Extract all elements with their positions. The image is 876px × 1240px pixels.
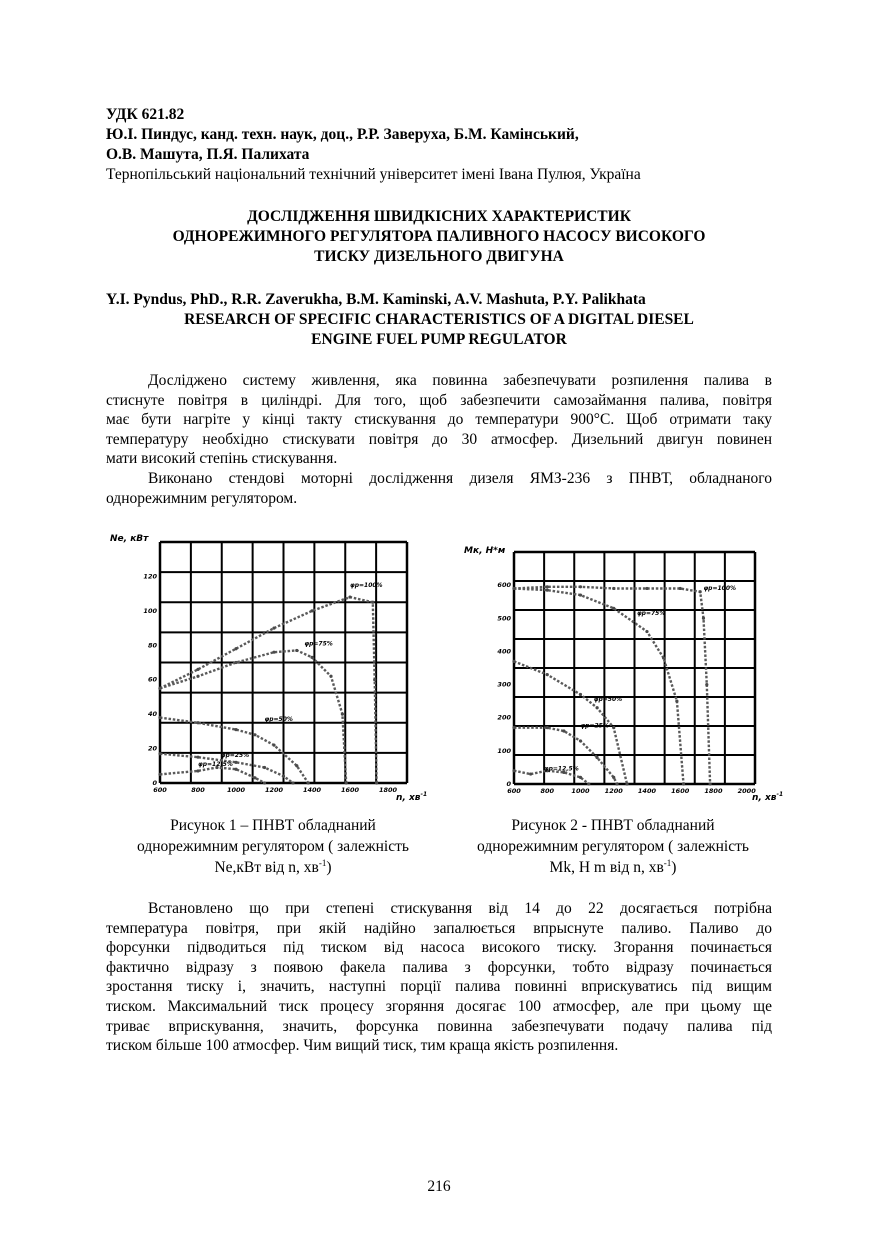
series-point xyxy=(587,782,590,785)
series-point xyxy=(234,647,237,650)
series-point xyxy=(709,782,712,785)
series-label: φр=75% xyxy=(636,609,666,617)
body-line: триває вприскування, значить, форсунка повинна забезпечувати подачу палива під xyxy=(106,1017,772,1035)
y-tick-label: 80 xyxy=(147,641,157,650)
figure-1-ylabel: Ne, кВт xyxy=(110,534,149,544)
series-point xyxy=(529,772,532,775)
series-point xyxy=(546,726,549,729)
abstract-line: Виконано стендові моторні дослідження дизеля ЯМЗ-236 з ПНВТ, обладнаного xyxy=(148,469,772,487)
y-tick-label: 600 xyxy=(497,581,511,590)
series-point xyxy=(329,675,332,678)
figure-1-caption-end: ) xyxy=(326,859,332,876)
y-tick-label: 0 xyxy=(152,779,157,787)
abstract-line: температуру необхідно стискувати повітря до 30 атмосфер. Дизельний двигун повинен xyxy=(106,430,772,448)
x-tick-label: 1400 xyxy=(637,787,657,795)
series-point xyxy=(272,651,275,654)
series-point xyxy=(295,764,298,767)
series-point xyxy=(579,776,582,779)
figure-1-xlabel-text: n, хв xyxy=(396,793,421,803)
series-label: φр=50% xyxy=(593,696,623,704)
series-point xyxy=(196,721,199,724)
series-point xyxy=(196,668,199,671)
series-point xyxy=(679,587,682,590)
series-point xyxy=(234,761,237,764)
series-point xyxy=(579,593,582,596)
series-point xyxy=(579,693,582,696)
series-point xyxy=(196,769,199,772)
x-tick-label: 2000 xyxy=(737,787,756,795)
series-point xyxy=(662,656,665,659)
y-tick-label: 100 xyxy=(497,746,511,755)
figure-1-xlabel-sup: -1 xyxy=(420,791,428,798)
abstract-line: стиснуте повітря в циліндрі. Для того, щоб забезпечити самозаймання палива, повітря xyxy=(106,391,772,409)
series-point xyxy=(158,752,161,755)
figure-2-caption-line-3 xyxy=(440,857,786,878)
series-point xyxy=(675,700,678,703)
series-point xyxy=(682,782,685,785)
series-point xyxy=(579,585,582,588)
figure-1-xlabel xyxy=(396,791,427,803)
series-point xyxy=(625,782,628,785)
series-point xyxy=(196,675,199,678)
y-tick-label: 40 xyxy=(147,710,157,719)
series-point xyxy=(307,781,310,784)
series-point xyxy=(512,660,515,663)
series-point xyxy=(702,617,705,620)
series-point xyxy=(295,649,298,652)
series-point xyxy=(158,716,161,719)
authors-line-1: Ю.І. Пиндус, канд. техн. наук, доц., Р.Р. Заверуха, Б.М. Камінський, xyxy=(106,126,579,143)
title-uk-line-2: ОДНОРЕЖИМНОГО РЕГУЛЯТОРА ПАЛИВНОГО НАСОСУ ВИСОКОГО xyxy=(172,228,706,245)
series-point xyxy=(282,775,285,778)
x-tick-label: 600 xyxy=(153,786,167,794)
x-tick-label: 600 xyxy=(507,787,521,795)
figure-2-xlabel-sup: -1 xyxy=(776,791,784,798)
series-point xyxy=(375,781,378,784)
abstract xyxy=(106,371,772,508)
series-point xyxy=(371,601,374,604)
series-point xyxy=(253,733,256,736)
series-point xyxy=(310,609,313,612)
udk-code: УДК 621.82 xyxy=(106,106,185,123)
figure-1-caption-sup: -1 xyxy=(318,857,327,868)
x-tick-label: 1600 xyxy=(340,786,360,794)
abstract-line: Досліджено систему живлення, яка повинна забезпечувати розпилення палива в xyxy=(148,372,772,389)
figure-1-chart xyxy=(108,528,438,808)
figure-2-caption-line-2: однорежимним регулятором ( залежність xyxy=(477,838,749,855)
y-tick-label: 500 xyxy=(497,614,511,623)
series-point xyxy=(253,776,256,779)
x-tick-label: 1600 xyxy=(671,787,690,795)
title-en-line-2: ENGINE FUEL PUMP REGULATOR xyxy=(311,331,567,348)
authors-line-2: О.В. Машута, П.Я. Палихата xyxy=(106,146,310,163)
body-paragraph xyxy=(106,899,772,1056)
series-point xyxy=(291,781,294,784)
series-point xyxy=(546,585,549,588)
series-point xyxy=(345,781,348,784)
body-line: зростання тиску і, значить, наступні порції палива повинні вприскуватись під вищим xyxy=(106,978,772,996)
series-point xyxy=(612,726,615,729)
series-point xyxy=(272,744,275,747)
series-point xyxy=(234,768,237,771)
figure-1-caption-line-3 xyxy=(100,857,446,878)
series-point xyxy=(158,773,161,776)
figure-2-caption-end: ) xyxy=(671,859,677,876)
figure-2-xlabel-text: n, хв xyxy=(752,793,777,803)
series-label: φр=100% xyxy=(350,581,383,589)
series-point xyxy=(310,656,313,659)
series-point xyxy=(699,590,702,593)
abstract-line: однорежимним регулятором. xyxy=(106,489,298,507)
body-line: температура повітря, при якій надійно запалюється впрыснуте паливо. Паливо до xyxy=(106,919,772,937)
figure-2-caption-line-1: Рисунок 2 - ПНВТ обладнаний xyxy=(511,817,715,834)
series-point xyxy=(512,587,515,590)
affiliation: Тернопільський національний технічний університет імені Івана Пулюя, Україна xyxy=(106,166,641,183)
page-number: 216 xyxy=(427,1178,451,1195)
series-point xyxy=(579,739,582,742)
x-tick-label: 800 xyxy=(540,787,555,795)
figure-2-chart xyxy=(462,540,782,805)
y-tick-label: 300 xyxy=(497,680,511,689)
series-point xyxy=(234,661,237,664)
abstract-line: має бути нагріте у кінці такту стискування до температури 900°С. Щоб отримати таку xyxy=(106,411,772,429)
y-tick-label: 0 xyxy=(506,780,511,788)
y-tick-label: 100 xyxy=(143,606,157,615)
figure-1-caption-line-2: однорежимним регулятором ( залежність xyxy=(137,838,409,855)
y-tick-label: 120 xyxy=(143,572,157,581)
series-point xyxy=(612,607,615,610)
series-point xyxy=(546,673,549,676)
y-tick-label: 200 xyxy=(497,713,511,722)
authors-en: Y.I. Pyndus, PhD., R.R. Zaverukha, B.M. Kaminski, A.V. Mashuta, P.Y. Palikhata xyxy=(106,291,646,308)
series-label: φр=75% xyxy=(304,640,333,648)
series-point xyxy=(546,589,549,592)
x-tick-label: 1000 xyxy=(226,786,246,794)
x-tick-label: 1800 xyxy=(378,786,398,794)
body-line: форсунки підводиться під тиском від насоса високого тиску. Згорання починається xyxy=(106,939,772,957)
y-tick-label: 60 xyxy=(147,675,157,684)
series-point xyxy=(348,595,351,598)
series-point xyxy=(596,706,599,709)
series-point xyxy=(263,781,266,784)
x-tick-label: 1000 xyxy=(571,787,590,795)
figure-1-caption xyxy=(100,815,446,878)
series-point xyxy=(562,729,565,732)
figure-2-caption xyxy=(440,815,786,878)
series-point xyxy=(234,728,237,731)
series-point xyxy=(158,687,161,690)
series-point xyxy=(645,630,648,633)
title-uk-line-1: ДОСЛІДЖЕННЯ ШВИДКІСНИХ ХАРАКТЕРИСТИК xyxy=(247,208,631,225)
series-label: φр=50% xyxy=(264,716,293,724)
series-point xyxy=(263,766,266,769)
body-line: тиском більше 100 атмосфер. Чим вищий тиск, тим краща якість розпилення. xyxy=(106,1037,619,1055)
y-tick-label: 20 xyxy=(147,744,157,753)
series-point xyxy=(612,587,615,590)
figure-2-caption-text: Mk, Н m від n, хв xyxy=(549,859,664,876)
series-point xyxy=(196,756,199,759)
x-tick-label: 1800 xyxy=(704,787,723,795)
x-tick-label: 1200 xyxy=(264,786,284,794)
x-tick-label: 1400 xyxy=(302,786,322,794)
series-point xyxy=(645,587,648,590)
series-point xyxy=(512,726,515,729)
figure-2-ylabel: Mк, Н*м xyxy=(464,546,506,556)
body-line: фактично відразу з появою факела палива з форсунки, тобто відразу починається xyxy=(106,958,772,976)
figure-1-caption-line-1: Рисунок 1 – ПНВТ обладнаний xyxy=(170,817,376,834)
title-en-line-1: RESEARCH OF SPECIFIC CHARACTERISTICS OF A DIGITAL DIESEL xyxy=(184,311,694,328)
figure-2-xlabel xyxy=(752,791,783,803)
abstract-line: мати високий степінь стискування. xyxy=(106,450,338,468)
series-label: φр=100% xyxy=(703,585,737,593)
series-point xyxy=(615,782,618,785)
series-label: φр=25% xyxy=(580,722,609,730)
body-line: тиском. Максимальний тиск процесу згоряння досягає 100 атмосфер, але при цьому ще xyxy=(106,997,772,1015)
y-tick-label: 400 xyxy=(497,647,511,656)
x-tick-label: 800 xyxy=(191,786,205,794)
series-point xyxy=(272,626,275,629)
figure-1-caption-text: Ne,кВт від n, хв xyxy=(214,859,319,876)
series-label: φр=25% xyxy=(220,752,250,760)
series-label: φр=12,5% xyxy=(198,760,233,768)
body-line: Встановлено що при степені стискування від 14 до 22 досягається потрібна xyxy=(148,900,772,917)
series-point xyxy=(705,683,708,686)
series-point xyxy=(612,776,615,779)
series-point xyxy=(512,769,515,772)
series-line xyxy=(160,768,265,784)
series-point xyxy=(341,713,344,716)
series-label: φр=12,5% xyxy=(543,765,579,773)
figure-2-caption-sup: -1 xyxy=(663,857,672,868)
title-uk-line-3: ТИСКУ ДИЗЕЛЬНОГО ДВИГУНА xyxy=(314,248,564,265)
x-tick-label: 1200 xyxy=(604,787,623,795)
series-point xyxy=(596,756,599,759)
series-point xyxy=(373,678,376,681)
